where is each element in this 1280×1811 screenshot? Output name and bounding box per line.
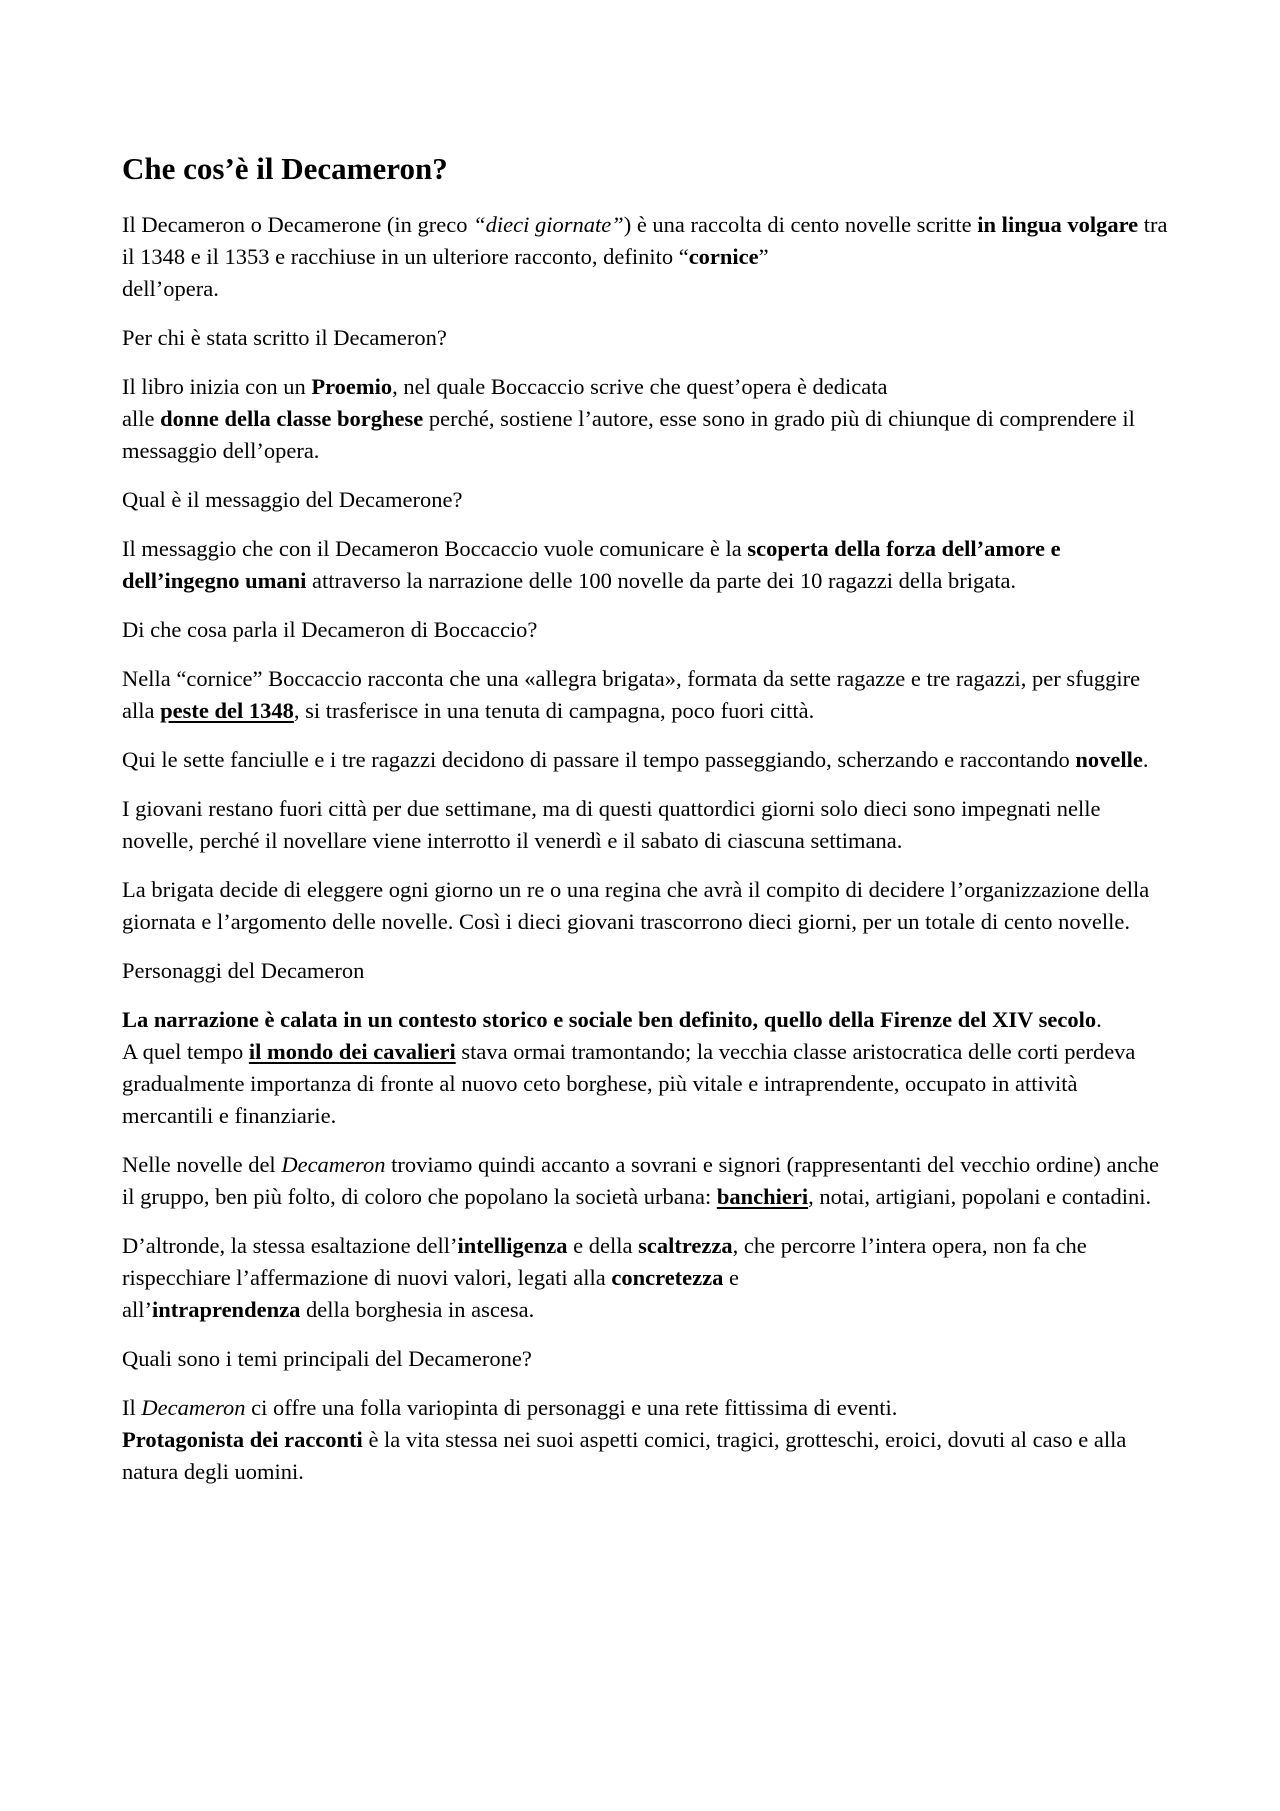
- text-run: Il messaggio che con il Decameron Boccaccio vuole comunicare è la: [122, 536, 748, 562]
- section-question-message: Qual è il messaggio del Decamerone?: [122, 487, 463, 513]
- text-run: ”: [758, 244, 769, 270]
- section-question-audience: Per chi è stata scritto il Decameron?: [122, 325, 447, 351]
- bold-text: intelligenza: [457, 1233, 568, 1259]
- text-run: e della: [567, 1233, 639, 1259]
- section-heading-characters: Personaggi del Decameron: [122, 958, 365, 984]
- text-run: Il libro inizia con un: [122, 374, 312, 400]
- bold-text: intraprendenza: [151, 1297, 301, 1323]
- text-run: Nelle novelle del: [122, 1152, 282, 1178]
- text-run: e: [723, 1265, 740, 1291]
- text-run: perché, sostiene l’autore, esse sono in grado più di chiunque di comprendere il messaggio dell’opera.: [122, 406, 1135, 464]
- bold-text: concretezza: [611, 1265, 724, 1291]
- paragraph-themes: [122, 1392, 1172, 1488]
- italic-text: “dieci giornate”: [473, 212, 624, 238]
- text-run: , si trasferisce in una tenuta di campagna, poco fuori città.: [293, 698, 815, 724]
- bold-text: cornice: [688, 244, 759, 270]
- bold-text: donne della classe borghese: [160, 406, 424, 432]
- text-run: ci offre una folla variopinta di personaggi e una rete fittissima di eventi.: [245, 1395, 898, 1421]
- bold-text: La narrazione è calata in un contesto storico e sociale ben definito, quello della Firenze del XIV secolo: [122, 1007, 1097, 1033]
- text-run: Nella “cornice” Boccaccio racconta che una «allegra brigata», formata da sette ragazze e tre ragazzi, per sfuggire alla: [122, 666, 1141, 724]
- text-run: .: [1142, 747, 1149, 773]
- paragraph-settimane: I giovani restano fuori città per due settimane, ma di questi quattordici giorni solo dieci sono impegnati nelle novelle, perché il novellare viene interrotto il venerdì e il sabato di ciascuna settimana.: [122, 796, 1101, 854]
- text-run: ) è una raccolta di cento novelle scritte: [623, 212, 978, 238]
- text-run: è la vita stessa nei suoi aspetti comici, tragici, grotteschi, eroici, dovuti al caso e alla natura degli uomini.: [122, 1427, 1127, 1485]
- document-body: [122, 150, 1172, 1505]
- text-run: alle: [122, 406, 161, 432]
- text-run: tra il 1348 e il 1353 e racchiuse in un ulteriore racconto, definito “: [122, 212, 1168, 270]
- paragraph-context: [122, 1004, 1172, 1132]
- link-banchieri[interactable]: banchieri: [716, 1184, 809, 1210]
- text-run: dell’opera.: [122, 276, 219, 302]
- text-run: attraverso la narrazione delle 100 novelle da parte dei 10 ragazzi della brigata.: [306, 568, 1017, 594]
- section-question-themes: Quali sono i temi principali del Decamerone?: [122, 1346, 532, 1372]
- paragraph-values: [122, 1230, 1172, 1326]
- link-mondo-dei-cavalieri[interactable]: il mondo dei cavalieri: [248, 1039, 456, 1065]
- text-run: troviamo quindi accanto a sovrani e signori (rappresentanti del vecchio ordine) anche il gruppo, ben più folto, di coloro che popolano la società urbana:: [122, 1152, 1159, 1210]
- text-run: Il Decameron o Decamerone (in greco: [122, 212, 474, 238]
- link-peste-del-1348[interactable]: peste del 1348: [160, 698, 294, 724]
- text-run: , nel quale Boccaccio scrive che quest’opera è dedicata: [392, 374, 888, 400]
- text-run: , notai, artigiani, popolani e contadini.: [808, 1184, 1152, 1210]
- text-run: stava ormai tramontando; la vecchia classe aristocratica delle corti perdeva gradualmente importanza di fronte al nuovo ceto borghese, più vitale e intraprendente, occupato in attività mercantili e finanziarie.: [122, 1039, 1136, 1129]
- paragraph-society: [122, 1149, 1172, 1213]
- text-run: .: [1096, 1007, 1102, 1033]
- paragraph-cornice: [122, 663, 1172, 727]
- text-run: Il: [122, 1395, 142, 1421]
- bold-text: Protagonista dei racconti: [122, 1427, 363, 1453]
- paragraph-brigata: La brigata decide di eleggere ogni giorno un re o una regina che avrà il compito di decidere l’organizzazione della giornata e l’argomento delle novelle. Così i dieci giovani trascorrono dieci giorni, per un totale di cento novelle.: [122, 877, 1150, 935]
- section-question-plot: Di che cosa parla il Decameron di Boccaccio?: [122, 617, 538, 643]
- bold-text: novelle: [1075, 747, 1143, 773]
- text-run: Qui le sette fanciulle e i tre ragazzi decidono di passare il tempo passeggiando, scherzando e raccontando: [122, 747, 1076, 773]
- paragraph-proemio: [122, 371, 1172, 467]
- text-run: , che percorre l’intera opera, non fa che rispecchiare l’affermazione di nuovi valori, legati alla: [122, 1233, 1087, 1291]
- bold-text: Proemio: [311, 374, 393, 400]
- paragraph-intro: [122, 209, 1172, 305]
- paragraph-message: [122, 533, 1172, 597]
- bold-text: scoperta della forza dell’amore e dell’ingegno umani: [122, 536, 1061, 594]
- italic-text: Decameron: [141, 1395, 246, 1421]
- text-run: all’: [122, 1297, 152, 1323]
- page-title: Che cos’è il Decameron?: [122, 151, 448, 186]
- bold-text: in lingua volgare: [977, 212, 1139, 238]
- text-run: A quel tempo: [122, 1039, 249, 1065]
- text-run: della borghesia in ascesa.: [300, 1297, 535, 1323]
- italic-text: Decameron: [281, 1152, 386, 1178]
- paragraph-fanciulle: [122, 744, 1172, 776]
- text-run: D’altronde, la stessa esaltazione dell’: [122, 1233, 458, 1259]
- bold-text: scaltrezza: [638, 1233, 733, 1259]
